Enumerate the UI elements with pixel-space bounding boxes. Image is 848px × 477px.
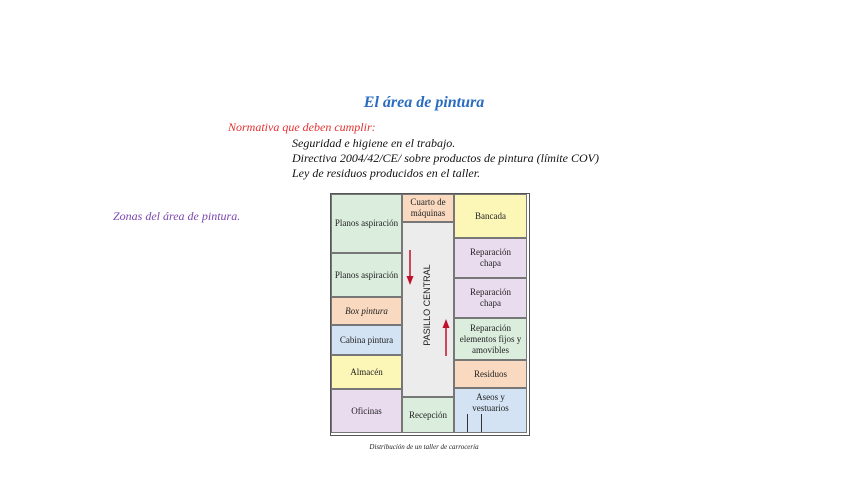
zone-box-pintura: Box pintura: [331, 297, 402, 325]
zone-recepcion: Recepción: [402, 397, 454, 433]
zone-reparacion-chapa-1: Reparación chapa: [454, 238, 527, 278]
zone-bancada: Bancada: [454, 194, 527, 238]
zone-planos-aspiracion-1: Planos aspiración: [331, 194, 402, 253]
normativa-item: Seguridad e higiene en el trabajo.: [292, 136, 456, 150]
arrow-down-icon: [407, 250, 414, 285]
stall-divider: [481, 414, 482, 432]
figure-caption: Distribución de un taller de carrocería: [369, 443, 479, 451]
zone-aseos-vestuarios: Aseos y vestuarios: [454, 388, 527, 433]
arrow-up-icon: [443, 319, 450, 356]
zone-cabina-pintura: Cabina pintura: [331, 325, 402, 355]
zone-almacen: Almacén: [331, 355, 402, 389]
zone-planos-aspiracion-2: Planos aspiración: [331, 253, 402, 297]
normativa-item: Directiva 2004/42/CE/ sobre productos de pintura (límite COV): [292, 151, 599, 165]
zone-residuos: Residuos: [454, 360, 527, 388]
zone-oficinas: Oficinas: [331, 389, 402, 433]
zone-cuarto-maquinas: Cuarto de máquinas: [402, 194, 454, 222]
stall-divider: [467, 414, 468, 432]
page-title: El área de pintura: [363, 94, 485, 111]
zonas-label: Zonas del área de pintura.: [113, 209, 241, 223]
normativa-item: Ley de residuos producidos en el taller.: [292, 166, 481, 180]
zone-reparacion-chapa-2: Reparación chapa: [454, 278, 527, 318]
zone-reparacion-elementos: Reparación elementos fijos y amovibles: [454, 318, 527, 360]
normativa-heading: Normativa que deben cumplir:: [228, 120, 376, 134]
hallway-label: PASILLO CENTRAL: [422, 264, 432, 346]
